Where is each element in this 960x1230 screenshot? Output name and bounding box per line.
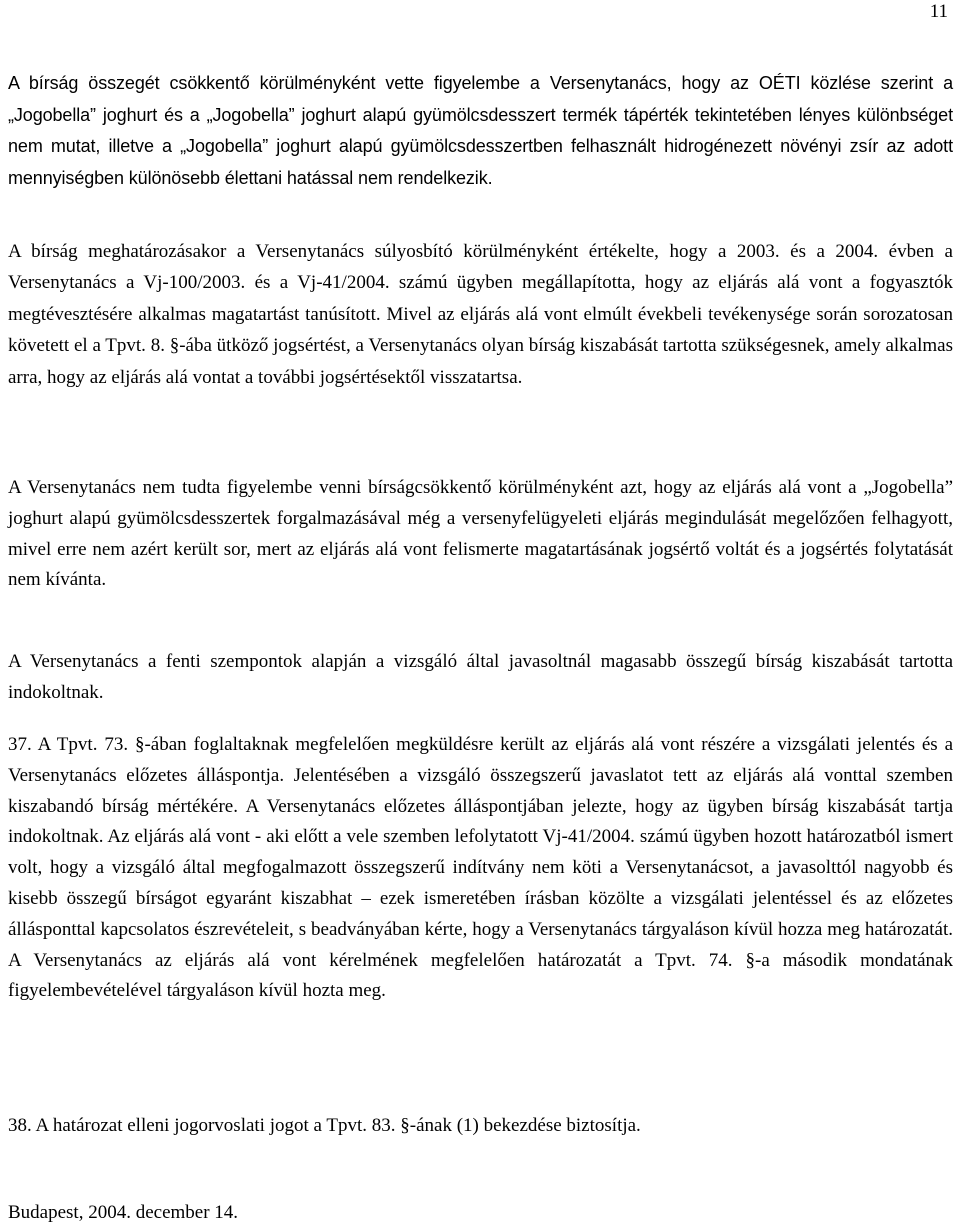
page-number: 11 [929,1,948,22]
place-and-date: Budapest, 2004. december 14. [8,1202,239,1223]
document-page [8,0,953,1230]
paragraph-aggravating-circumstances: A bírság meghatározásakor a Versenytanács súlyosbító körülményként értékelte, hogy a 2003. és a 2004. évben a Versenytanács a Vj-100/2003. és a Vj-41/2004. számú ügyben megállapította, hogy az eljárás alá vont a fogyasztók megtévesztésére alkalmas magatartást tanúsított. Mivel az eljárás alá vont elmúlt évekbeli tevékenysége során sorozatosan követett el a Tpvt. 8. §-ába ütköző jogsértést, a Versenytanács olyan bírság kiszabását tartotta szükségesnek, amely alkalmas arra, hogy az eljárás alá vontat a további jogsértésektől visszatartsa. [8,241,953,388]
paragraph-37: 37. A Tpvt. 73. §-ában foglaltaknak megfelelően megküldésre került az eljárás alá vont részére a vizsgálati jelentés és a Versenytanács előzetes álláspontja. Jelentésében a vizsgáló összegszerű javaslatot tett az eljárás alá vonttal szemben kiszabandó bírság mértékére. A Versenytanács előzetes álláspontjában jelezte, hogy az ügyben bírság kiszabását tartja indokoltnak. Az eljárás alá vont - aki előtt a vele szemben lefolytatott Vj-41/2004. számú ügyben hozott határozatból ismert volt, hogy a vizsgáló által megfogalmazott összegszerű indítvány nem köti a Versenytanácsot, a javasolttól nagyobb és kisebb összegű bírságot egyaránt kiszabhat – ezek ismeretében írásban közölte a vizsgálati jelentéssel és az előzetes állásponttal kapcsolatos észrevételeit, s beadványában kérte, hogy a Versenytanács tárgyaláson kívül hozza meg határozatát. A Versenytanács az eljárás alá vont kérelmének megfelelően határozatát a Tpvt. 74. §-a második mondatának figyelembevételével tárgyaláson kívül hozta meg. [8,734,953,1002]
paragraph-not-considered: A Versenytanács nem tudta figyelembe venni bírságcsökkentő körülményként azt, hogy az eljárás alá vont a „Jogobella” joghurt alapú gyümölcsdesszertek forgalmazásával még a versenyfelügyeleti eljárás megindulását megelőzően felhagyott, mivel erre nem azért került sor, mert az eljárás alá vont felismerte magatartásának jogsértő voltát és a jogsértés folytatását nem kívánta. [8,477,953,591]
paragraph-mitigating-circumstances: A bírság összegét csökkentő körülményként vette figyelembe a Versenytanács, hogy az OÉTI közlése szerint a „Jogobella” joghurt és a „Jogobella” joghurt alapú gyümölcsdesszert termék tápérték tekintetében lényes különbséget nem mutat, illetve a „Jogobella” joghurt alapú gyümölcsdesszertben felhasznált hidrogénezett növényi zsír az adott mennyiségben különösebb élettani hatással nem rendelkezik. [8,73,953,188]
paragraph-38: 38. A határozat elleni jogorvoslati jogot a Tpvt. 83. §-ának (1) bekezdése biztosítja. [8,1115,641,1136]
paragraph-higher-fine: A Versenytanács a fenti szempontok alapján a vizsgáló által javasoltnál magasabb összegű bírság kiszabását tartotta indokoltnak. [8,651,953,703]
